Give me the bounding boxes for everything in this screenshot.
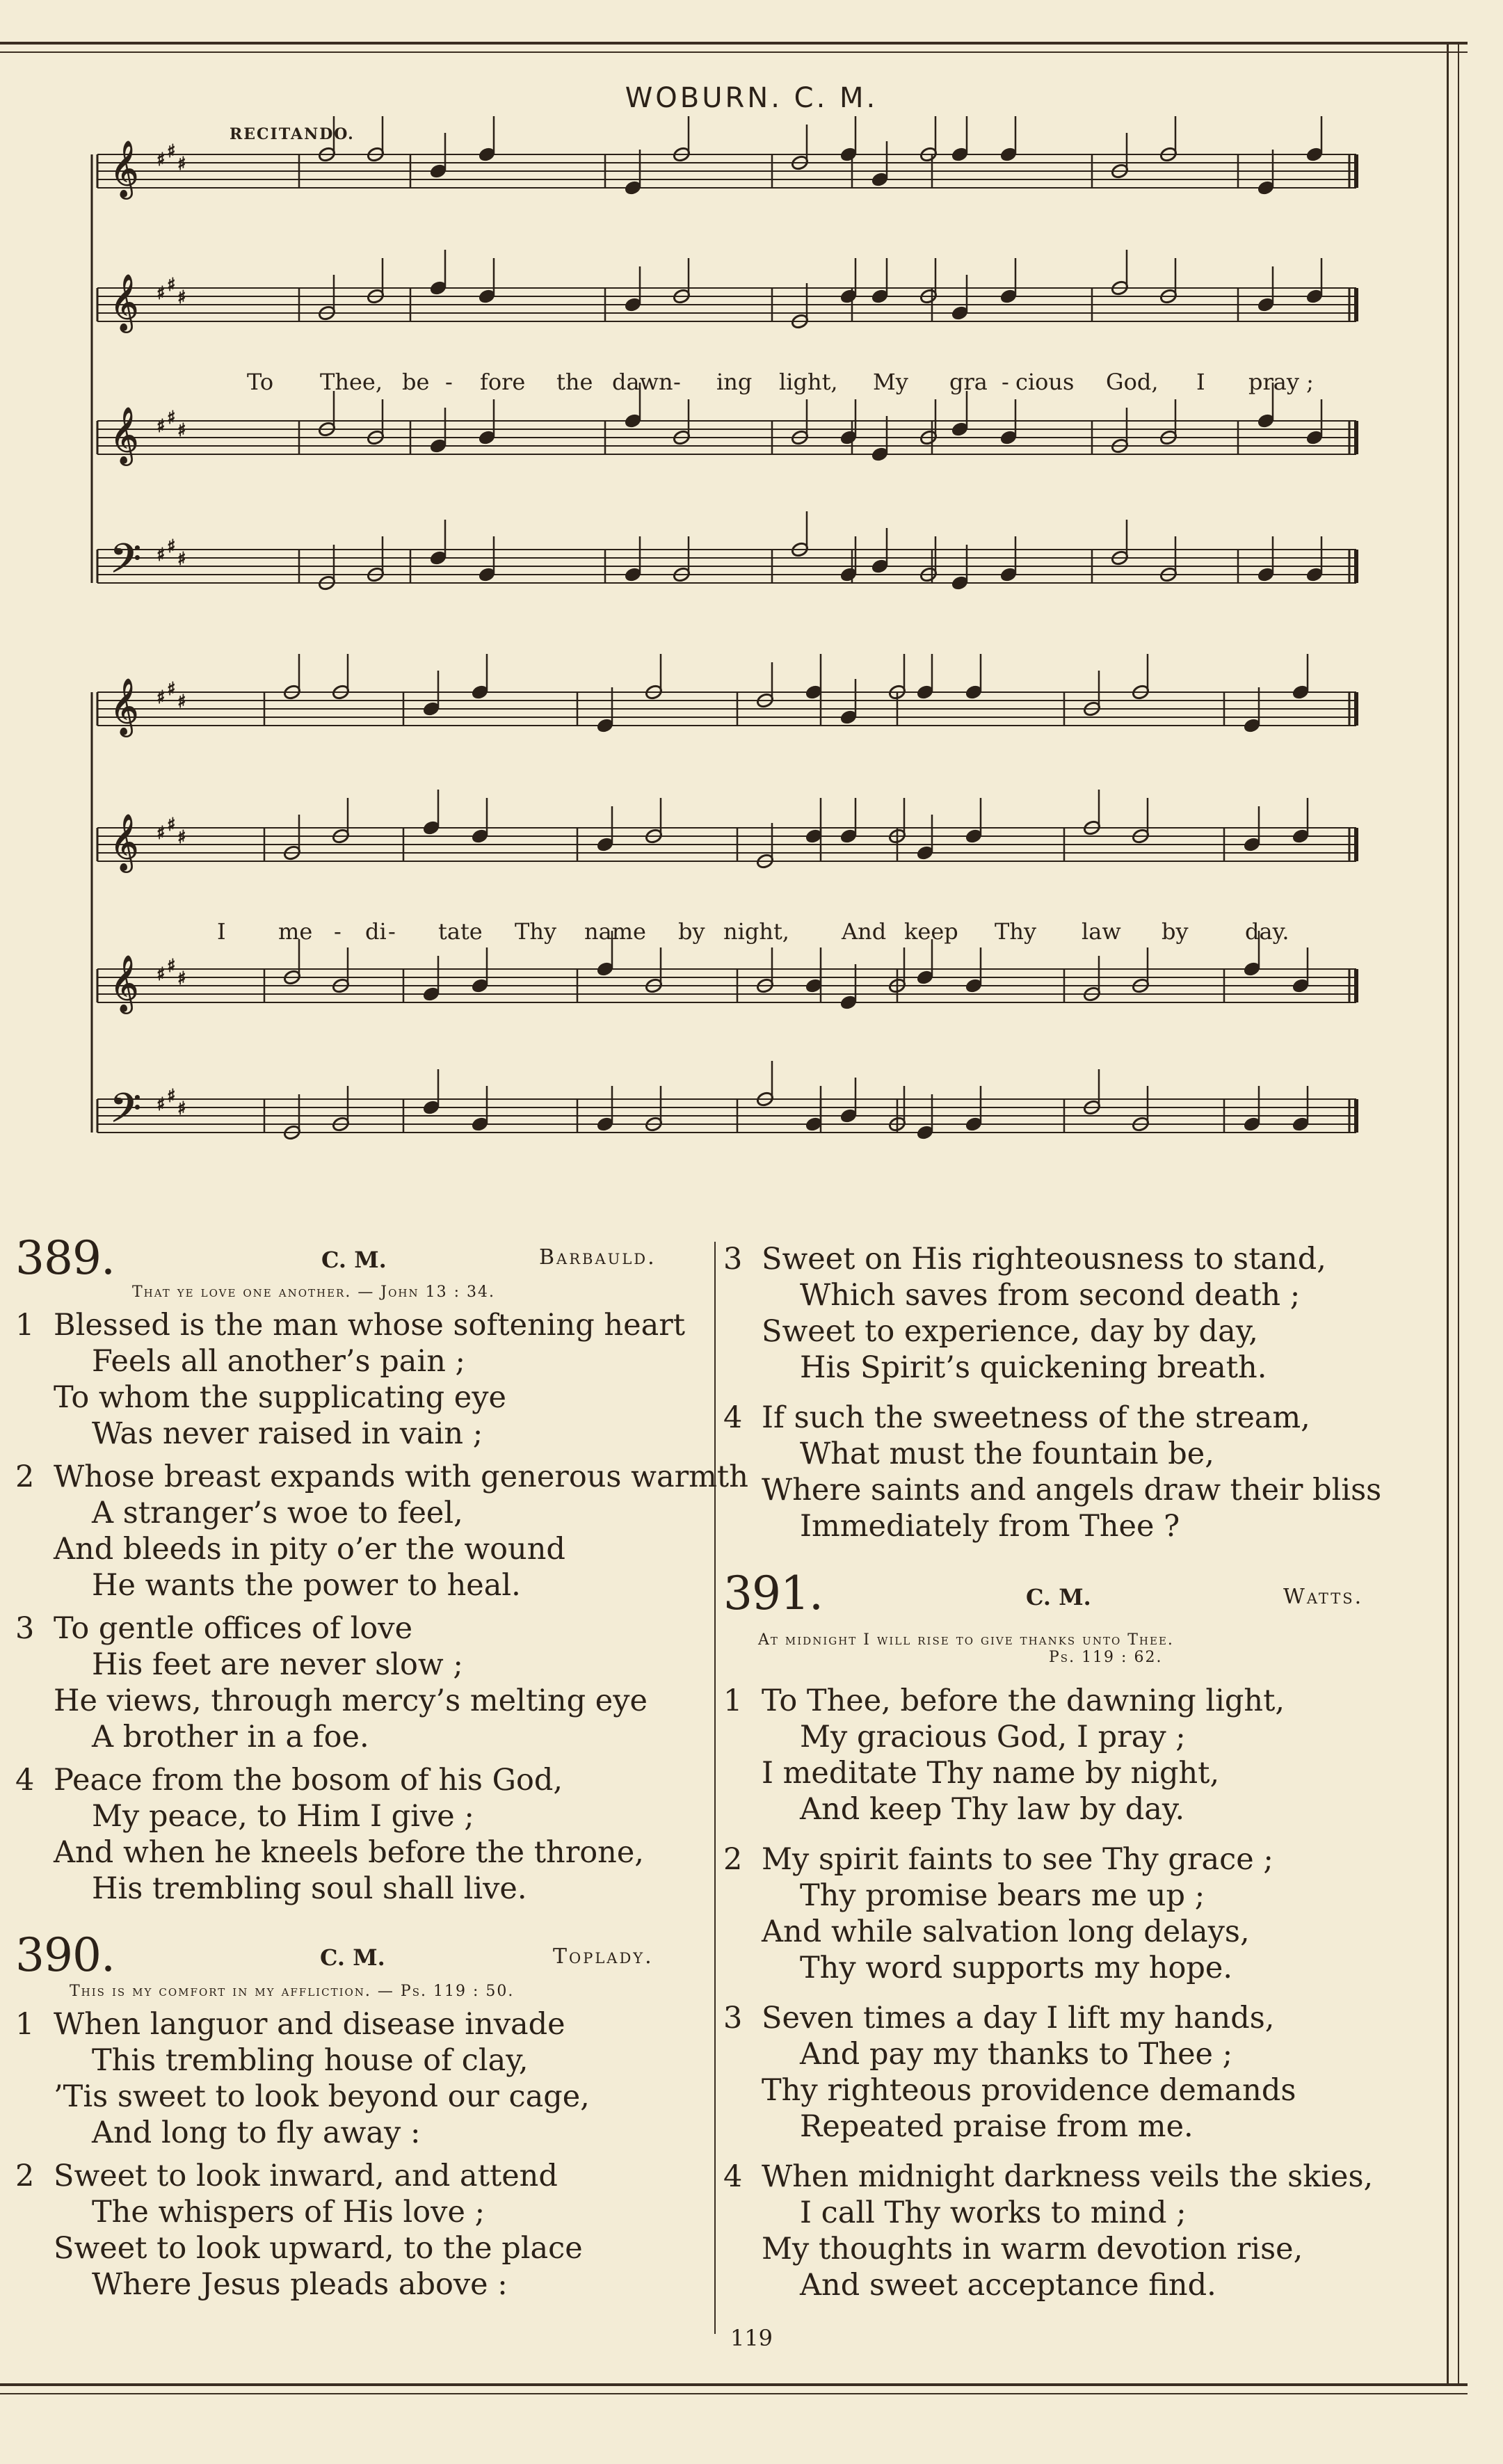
verse-line: Seven times a day I lift my hands, [762,2001,1275,2035]
svg-text:𝄞: 𝄞 [110,813,139,870]
verse-line: And bleeds in pity o’er the wound [54,1532,565,1567]
hymn-subtitle-reference: Ps. 119 : 62. [1049,1649,1163,1666]
hymn-author: Barbauld. [539,1245,657,1270]
verse-number: 2 [15,2159,35,2193]
svg-text:𝄞: 𝄞 [110,954,139,1011]
lyric-syllable: - [1002,369,1009,395]
lyric-syllable: God, [1106,369,1159,395]
verse-line: Sweet to look inward, and attend [54,2159,558,2193]
lyric-syllable: To [247,369,274,395]
verse-line: And keep Thy law by day. [800,1792,1185,1827]
lyric-syllable: me [278,918,313,945]
lyric-syllable: And [842,918,887,945]
verse-line: And when he kneels before the throne, [54,1835,644,1870]
lyric-syllable: dawn [612,369,673,395]
lyric-syllable: tate [438,918,483,945]
svg-text:𝄢: 𝄢 [110,1085,142,1142]
lyric-syllable: the [556,369,593,395]
verse-line: ’Tis sweet to look beyond our cage, [54,2079,590,2114]
hymn-number: 391. [723,1567,823,1620]
lyric-syllable: law [1082,918,1121,945]
tune-title: WOBURN. C. M. [625,82,878,114]
verse-line: He views, through mercy’s melting eye [54,1683,648,1718]
verse-line: And long to fly away : [92,2115,421,2150]
verse-line: This trembling house of clay, [92,2043,529,2078]
lyric-syllable: by [1162,918,1189,945]
lyric-syllable: light, [779,369,838,395]
music-score [0,0,1503,1197]
svg-text:♯: ♯ [167,141,176,162]
verse-line: Was never raised in vain ; [92,1416,483,1451]
svg-text:♯: ♯ [167,815,176,835]
svg-text:♯: ♯ [167,1086,176,1107]
verse-line: My thoughts in warm devotion rise, [762,2232,1303,2266]
verse-line: A stranger’s woe to feel, [92,1496,463,1530]
verse-number: 2 [15,1459,35,1494]
verse-line: Which saves from second death ; [800,1278,1301,1313]
verse-number: 1 [723,1683,743,1718]
lyric-syllable: pray ; [1248,369,1314,395]
svg-text:𝄞: 𝄞 [110,678,139,735]
svg-text:♯: ♯ [167,536,176,557]
verse-number: 4 [723,1400,743,1435]
verse-line: Where Jesus pleads above : [92,2267,508,2302]
svg-text:♯: ♯ [177,691,186,712]
tempo-direction: RECITANDO. [230,125,355,143]
svg-text:♯: ♯ [156,964,166,985]
lyric-syllable: name [584,918,646,945]
verse-line: When midnight darkness veils the skies, [762,2159,1374,2194]
lyric-syllable: Thy [995,918,1037,945]
verse-line: And sweet acceptance find. [800,2268,1216,2303]
hymn-author: Watts. [1283,1585,1364,1609]
verse-line: Sweet to experience, day by day, [762,1314,1258,1349]
svg-text:♯: ♯ [156,1094,166,1115]
lyric-syllable: Thee, [320,369,383,395]
verse-number: 1 [15,1308,35,1343]
verse-line: When languor and disease invade [54,2007,565,2042]
verse-line: Peace from the bosom of his God, [54,1763,563,1798]
lyric-syllable: - [445,369,453,395]
svg-text:♯: ♯ [177,827,186,848]
lyric-syllable: Thy [515,918,557,945]
svg-text:♯: ♯ [156,545,166,566]
verse-line: Immediately from Thee ? [800,1509,1180,1544]
svg-text:♯: ♯ [177,1098,186,1119]
verse-line: Blessed is the man whose softening heart [54,1308,686,1343]
verse-line: To whom the supplicating eye [54,1380,506,1415]
verse-line: If such the sweetness of the stream, [762,1400,1310,1435]
lyric-syllable: - [334,918,341,945]
lyric-syllable: keep [904,918,958,945]
hymn-subtitle: This is my comfort in my affliction. — Ps. 119 : 50. [70,1983,515,2000]
verse-line: Thy word supports my hope. [800,1951,1233,1985]
verse-line: Whose breast expands with generous warmth [54,1459,748,1494]
hymn-meter: C. M. [320,1944,385,1971]
lyric-syllable: ing [716,369,753,395]
hymn-meter: C. M. [321,1247,387,1273]
verse-number: 3 [723,2001,743,2035]
verse-line: Repeated praise from me. [800,2109,1193,2144]
svg-text:♯: ♯ [177,420,186,441]
page-number: 119 [730,2325,773,2351]
verse-line: Where saints and angels draw their bliss [762,1473,1382,1507]
lyric-syllable: My [873,369,908,395]
svg-text:♯: ♯ [177,968,186,989]
verse-line: Sweet to look upward, to the place [54,2231,583,2266]
lyric-syllable: be [402,369,430,395]
verse-number: 3 [723,1242,743,1277]
hymn-subtitle: At midnight I will rise to give thanks unto Thee. [758,1631,1174,1649]
verse-line: The whispers of His love ; [92,2195,485,2230]
svg-text:♯: ♯ [167,275,176,296]
svg-text:𝄞: 𝄞 [110,406,139,463]
svg-text:♯: ♯ [167,679,176,700]
svg-text:♯: ♯ [156,150,166,170]
verse-line: His feet are never slow ; [92,1647,463,1682]
svg-text:♯: ♯ [177,154,186,175]
verse-line: To gentle offices of love [54,1611,413,1646]
svg-text:♯: ♯ [167,956,176,977]
lyric-syllable: cious [1015,369,1075,395]
verse-line: My peace, to Him I give ; [92,1799,474,1834]
hymn-author: Toplady. [553,1944,654,1969]
hymn-subtitle: That ye love one another. — John 13 : 34. [132,1283,496,1301]
lyric-syllable: fore [480,369,526,395]
hymn-meter: C. M. [1026,1584,1091,1610]
verse-line: A brother in a foe. [92,1720,369,1754]
verse-line: His Spirit’s quickening breath. [800,1350,1267,1385]
frame-bottom-rule-2 [0,2393,1468,2394]
verse-line: I call Thy works to mind ; [800,2195,1187,2230]
verse-line: Thy righteous providence demands [762,2073,1296,2108]
lyric-syllable: I [217,918,226,945]
lyric-syllable: - [673,369,681,395]
lyric-syllable: by [678,918,705,945]
verse-line: He wants the power to heal. [92,1568,521,1603]
column-divider [714,1242,716,2334]
verse-line: His trembling soul shall live. [92,1871,527,1906]
verse-line: My gracious God, I pray ; [800,1720,1186,1754]
verse-line: Thy promise bears me up ; [800,1878,1205,1913]
verse-number: 4 [15,1763,35,1798]
verse-number: 4 [723,2159,743,2194]
hymn-number: 389. [15,1231,115,1285]
lyric-syllable: gra [949,369,988,395]
svg-text:♯: ♯ [156,823,166,844]
lyric-syllable: - [388,918,396,945]
verse-line: And while salvation long delays, [762,1914,1250,1949]
svg-text:𝄢: 𝄢 [110,535,142,592]
frame-bottom-rule [0,2383,1468,2386]
svg-text:♯: ♯ [156,283,166,304]
verse-number: 3 [15,1611,35,1646]
verse-line: What must the fountain be, [800,1437,1214,1471]
svg-text:♯: ♯ [177,549,186,570]
verse-number: 2 [723,1842,743,1877]
hymn-number: 390. [15,1928,115,1982]
svg-text:♯: ♯ [167,408,176,429]
verse-line: My spirit faints to see Thy grace ; [762,1842,1273,1877]
verse-line: Sweet on His righteousness to stand, [762,1242,1326,1277]
lyric-syllable: day. [1245,918,1289,945]
lyric-syllable: night, [723,918,789,945]
lyric-syllable: di [365,918,387,945]
svg-text:𝄞: 𝄞 [110,140,139,197]
svg-text:♯: ♯ [156,687,166,708]
verse-line: I meditate Thy name by night, [762,1756,1220,1791]
verse-line: Feels all another’s pain ; [92,1344,466,1379]
svg-text:𝄞: 𝄞 [110,273,139,330]
verse-line: To Thee, before the dawning light, [762,1683,1285,1718]
verse-line: And pay my thanks to Thee ; [800,2037,1233,2072]
verse-number: 1 [15,2007,35,2042]
lyric-syllable: I [1196,369,1205,395]
svg-text:♯: ♯ [156,416,166,437]
svg-text:♯: ♯ [177,287,186,308]
